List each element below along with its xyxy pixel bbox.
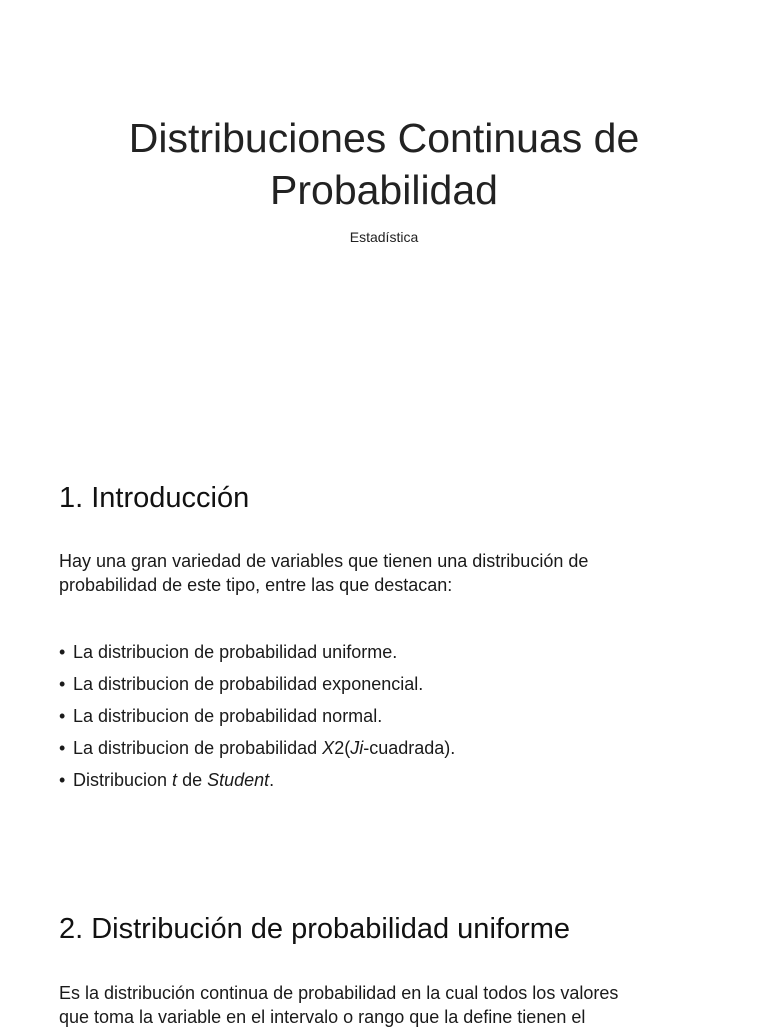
uniform-paragraph bbox=[59, 981, 709, 1029]
list-item-text: Distribucion bbox=[73, 770, 173, 790]
uniform-paragraph-line-2: que toma la variable en el intervalo o rango que la define tienen el bbox=[59, 1007, 586, 1027]
uniform-paragraph-line-1: Es la distribución continua de probabilidad en la cual todos los valores bbox=[59, 983, 619, 1003]
ji-text: Ji bbox=[350, 738, 364, 758]
distribution-list bbox=[59, 636, 455, 796]
list-item-connector: de bbox=[177, 770, 208, 790]
intro-paragraph bbox=[59, 549, 709, 597]
chi-symbol: X bbox=[322, 738, 335, 758]
list-item bbox=[59, 636, 455, 668]
list-item-text: La distribucion de probabilidad exponencial. bbox=[73, 674, 424, 694]
title-slide bbox=[0, 0, 768, 430]
intro-paragraph-line-1: Hay una gran variedad de variables que tienen una distribución de bbox=[59, 551, 589, 571]
list-item-text: La distribucion de probabilidad normal. bbox=[73, 706, 383, 726]
uniform-heading: 2. Distribución de probabilidad uniforme bbox=[59, 913, 571, 945]
presentation-title bbox=[0, 112, 768, 216]
bullet-icon: • bbox=[59, 674, 66, 694]
student-text: Student bbox=[207, 770, 270, 790]
list-item bbox=[59, 700, 455, 732]
intro-heading: 1. Introducción bbox=[59, 482, 250, 514]
intro-paragraph-line-2: probabilidad de este tipo, entre las que destacan: bbox=[59, 575, 453, 595]
list-item-suffix: . bbox=[269, 770, 275, 790]
bullet-icon: • bbox=[59, 706, 66, 726]
bullet-icon: • bbox=[59, 770, 66, 790]
list-item-text: La distribucion de probabilidad bbox=[73, 738, 323, 758]
presentation-subtitle: Estadística bbox=[349, 229, 419, 245]
list-item bbox=[59, 732, 455, 764]
list-item-text: La distribucion de probabilidad uniforme. bbox=[73, 642, 398, 662]
list-item-suffix: -cuadrada). bbox=[363, 738, 456, 758]
title-line-1: Distribuciones Continuas de bbox=[128, 115, 640, 161]
bullet-icon: • bbox=[59, 642, 66, 662]
list-item bbox=[59, 764, 455, 796]
title-line-2: Probabilidad bbox=[270, 167, 498, 213]
bullet-icon: • bbox=[59, 738, 66, 758]
chi-exponent: 2( bbox=[334, 738, 351, 758]
uniform-slide bbox=[0, 870, 768, 1027]
intro-slide bbox=[0, 430, 768, 870]
list-item bbox=[59, 668, 455, 700]
t-symbol: t bbox=[172, 770, 178, 790]
